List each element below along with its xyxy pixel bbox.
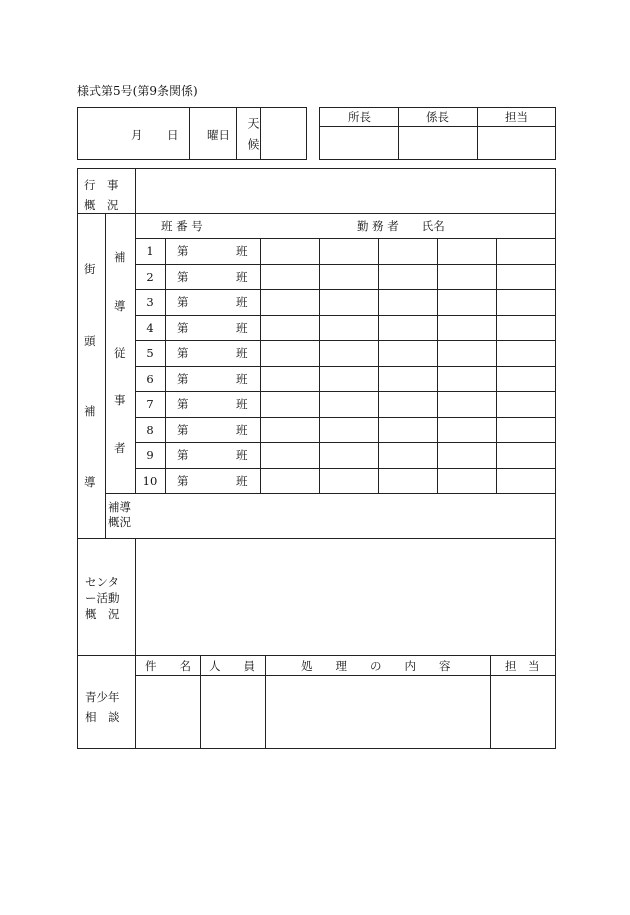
table-row: 6 第 班 bbox=[135, 366, 556, 393]
month-label: 月 bbox=[131, 128, 143, 142]
consult-header-subject: 件 名 bbox=[145, 659, 191, 673]
table-row: 3 第 班 bbox=[135, 289, 556, 316]
consult-header-staff: 担 当 bbox=[505, 659, 540, 673]
table-row: 7 第 班 bbox=[135, 391, 556, 418]
form-title: 様式第5号(第9条関係) bbox=[77, 84, 198, 98]
team-number-header: 班 番 号 bbox=[161, 219, 203, 233]
weather-label: 天候 bbox=[246, 117, 260, 159]
table-row: 8 第 班 bbox=[135, 417, 556, 444]
approval-chief: 所長 bbox=[348, 110, 371, 124]
youth-consultation-label: 青少年 相 談 bbox=[85, 690, 120, 724]
weekday-label: 曜日 bbox=[207, 128, 230, 142]
table-row: 5 第 班 bbox=[135, 340, 556, 367]
table-row: 4 第 班 bbox=[135, 315, 556, 342]
table-row: 1 第 班 bbox=[135, 238, 556, 265]
day-label: 日 bbox=[167, 128, 179, 142]
table-row: 10 第 班 bbox=[142, 473, 248, 488]
table-row: 9 第 班 bbox=[135, 442, 556, 469]
events-label: 行 事 概 況 bbox=[84, 178, 119, 212]
date-weather-box bbox=[77, 107, 307, 160]
approval-staff: 担当 bbox=[505, 110, 528, 124]
worker-name-header: 勤 務 者 氏名 bbox=[357, 219, 445, 233]
center-activity-label: センタ ー活動 概 況 bbox=[85, 575, 120, 621]
guidance-summary-label: 補導 概況 bbox=[108, 500, 131, 529]
table-row: 2 第 班 bbox=[135, 264, 556, 291]
approval-section-head: 係長 bbox=[426, 110, 449, 124]
consult-header-handling: 処 理 の 内 容 bbox=[301, 659, 451, 673]
consult-header-persons: 人 員 bbox=[209, 659, 255, 673]
